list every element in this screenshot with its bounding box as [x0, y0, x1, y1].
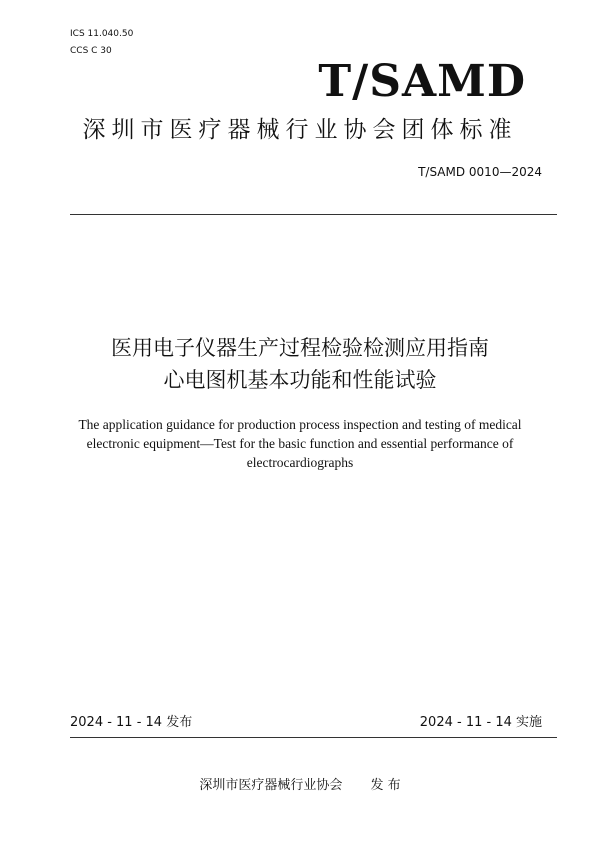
header-divider [70, 214, 557, 215]
publisher-organization: 深圳市医疗器械行业协会 [199, 778, 343, 793]
chinese-title-line-1: 医用电子仪器生产过程检验检测应用指南 [111, 336, 489, 360]
english-title: The application guidance for production process inspection and testing of medical electronic equipment—Test for the basic function and essential performance of electrocardiographs [78, 417, 522, 470]
standard-number: T/SAMD 0010—2024 [418, 165, 542, 179]
standard-brand-logo: T/SAMD [318, 56, 526, 107]
footer-divider [70, 737, 557, 738]
organization-standard-title: 深圳市医疗器械行业协会团体标准 [82, 117, 518, 143]
issue-date: 2024 - 11 - 14 发布 [70, 715, 193, 730]
implementation-date: 2024 - 11 - 14 实施 [419, 715, 542, 730]
chinese-title-line-2: 心电图机基本功能和性能试验 [163, 368, 437, 392]
ccs-code: CCS C 30 [70, 46, 112, 56]
ics-code: ICS 11.040.50 [70, 29, 134, 39]
publish-label: 发 布 [370, 778, 401, 793]
publisher-line [0, 777, 600, 795]
